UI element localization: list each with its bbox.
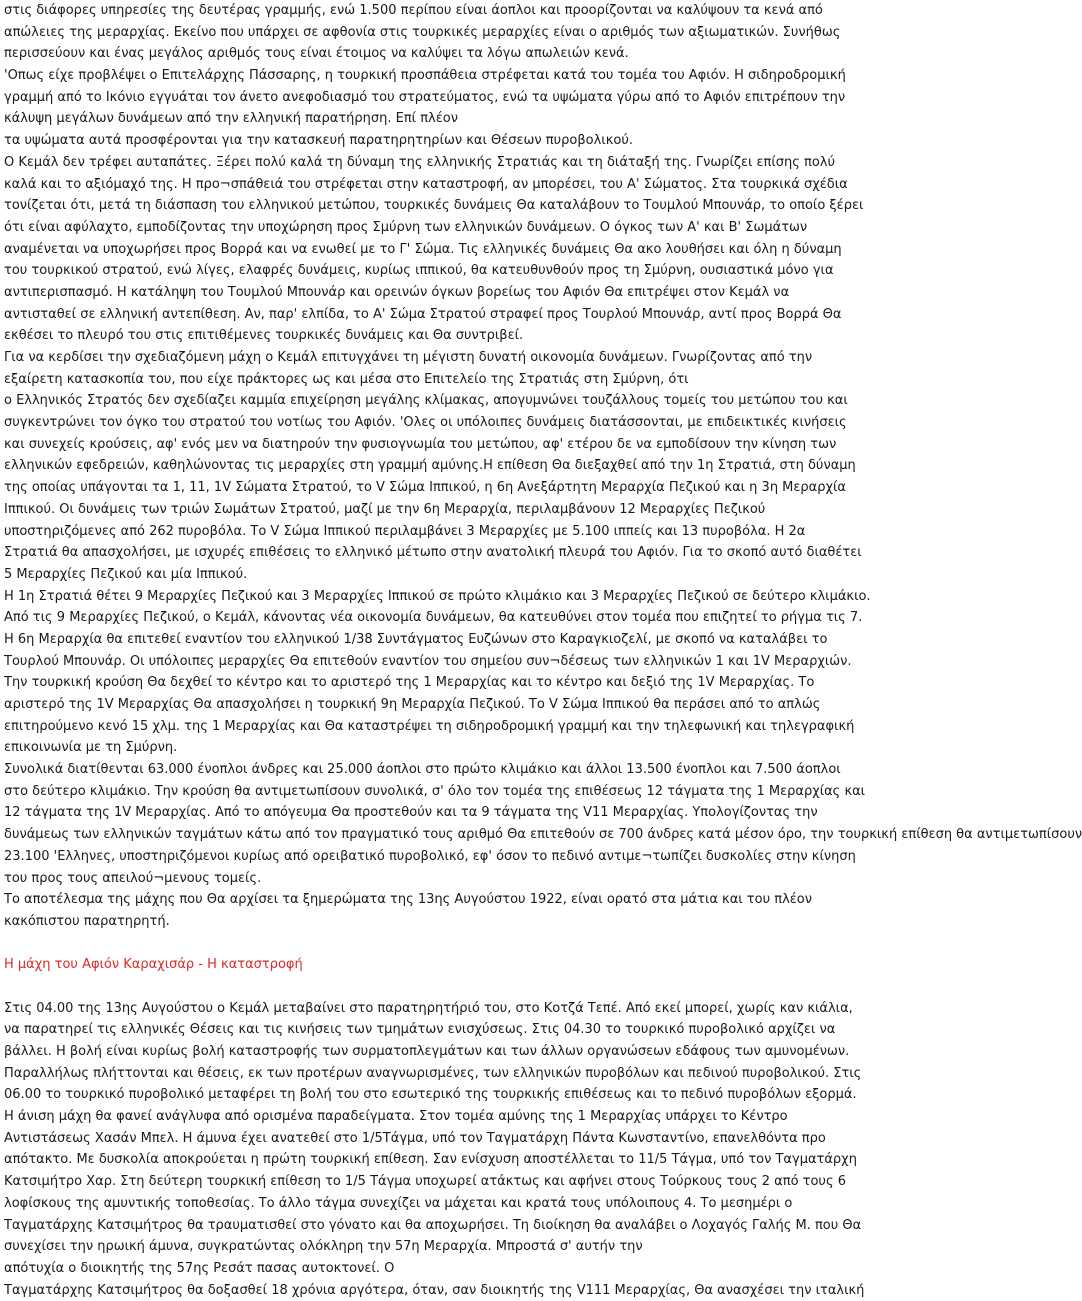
text-line: απώλειες της μεραρχίας. Εκείνο που υπάρχει σε αφθονία στις τουρκικές μεραρχίες είναι ο αριθμός των αξιωματικών. Συνήθως [4,24,841,40]
text-line: της οποίας υπάγονται τα 1, 11, 1V Σώματα Στρατού, το V Σώμα Ιππικού, η 6η Ανεξάρτητη Μεραρχία Πεζικού και η 3η Μεραρχία [4,480,846,496]
text-line: συνεχίσει την ηρωική άμυνα, συγκρατώντας ολόκληρη την 57η Μεραρχία. Μπροστά σ' αυτήν την [4,1239,643,1255]
text-line: Κατσιμήτρο Χαρ. Στη δεύτερη τουρκική επίθεση το 1/5 Τάγμα υποχωρεί ατάκτως και αφήνει στους Τούρκους τους 2 από τους 6 [4,1174,846,1190]
text-line: του προς τους απειλού¬μενους τομείς. [4,870,262,886]
text-line: επικοινωνία με τη Σμύρνη. [4,740,178,756]
text-line: να παρατηρεί τις ελληνικές Θέσεις και τις κινήσεις των τμημάτων ενισχύσεως. Στις 04.30 το τουρκικό πυροβολικό αρχίζει να [4,1022,836,1038]
text-line: ότι είναι αφύλαχτο, εμποδίζοντας την υποχώρηση προς Σμύρνη των ελληνικών δυνάμεων. Ο όγκος των Α' και Β' Σωμάτων [4,219,808,235]
text-line: τονίζεται ότι, μετά τη διάσπαση του ελληνικού μετώπου, τουρκικές δυνάμεις Θα καταλάβουν το Τουμλού Μπουνάρ, το οποίο ξέρει [4,198,864,214]
text-line: λοφίσκους της αμυντικής τοποθεσίας. Το άλλο τάγμα συνεχίζει να μάχεται και κρατά τους υπόλοιπους 4. Το μεσημέρι ο [4,1195,793,1211]
text-line: Η 6η Μεραρχία θα επιτεθεί εναντίον του ελληνικού 1/38 Συντάγματος Ευζώνων στο Καραγκιοζελί, με σκοπό να καταλάβει το [4,631,828,647]
text-line: επιτηρούμενο κενό 15 χλμ. της 1 Μεραρχίας και Θα καταστρέψει τη σιδηροδρομική γραμμή και την τηλεφωνική και τηλεγραφική [4,718,855,734]
text-line: ελληνικών εφεδρειών, καθηλώνοντας τις μεραρχίες στη γραμμή αμύνης.Η επίθεση Θα διεξαχθεί από την 1η Στρατιά, στη δύναμη [4,458,856,474]
text-line: εκθέσει το πλευρό του στις επιτιθέμενες τουρκικές δυνάμεις και Θα συντριβεί. [4,328,524,344]
text-line: στις διάφορες υπηρεσίες της δευτέρας γραμμής, ενώ 1.500 περίπου είναι άοπλοι και προορίζονται να καλύψουν τα κενά από [4,3,823,18]
text-line: βάλλει. Η βολή είναι κυρίως βολή καταστροφής των συρματοπλεγμάτων και των άλλων οργανώσεων εδάφους των αμυνομένων. [4,1044,850,1059]
text-line: Ιππικού. Οι δυνάμεις των τριών Σωμάτων Στρατού, μαζί με την 6η Μεραρχία, περιλαμβάνουν 12 Μεραρχίες Πεζικού [4,501,766,517]
text-line: απότυχία ο διοικητής της 57ης Ρεσάτ πασας αυτοκτονεί. Ο [4,1260,395,1276]
body-text-bottom [4,998,956,1301]
text-line: Την τουρκική κρούση Θα δεχθεί το κέντρο και το αριστερό της 1 Μεραρχίας και το κέντρο και δεξιό της 1V Μεραρχίας. Το [4,675,815,691]
text-line: Για να κερδίσει την σχεδιαζόμενη μάχη ο Κεμάλ επιτυγχάνει τη μέγιστη δυνατή οικονομία δυνάμεων. Γνωρίζοντας από την [4,350,813,365]
text-line: Στις 04.00 της 13ης Αυγούστου ο Κεμάλ μεταβαίνει στο παρατηρητήριό του, στο Κοτζά Τεπέ. Από εκεί μπορεί, χωρίς καν κιάλια, [4,1000,853,1016]
text-line: αντισταθεί σε ελληνική αντεπίθεση. Αν, παρ' ελπίδα, το Α' Σώμα Στρατού στραφεί προς Τουρλού Μπουνάρ, αντί προς Βορρά Θα [4,306,842,322]
text-line: στο δεύτερο κλιμάκιο. Την κρούση θα αντιμετωπίσουν συνολικά, σ' όλο τον τομέα της επιθέσεως 12 τάγματα της 1 Μεραρχίας και [4,783,866,799]
text-line: Παραλλήλως πλήττονται και θέσεις, εκ των προτέρων αναγνωρισμένες, των ελληνικών πυροβόλων και πεδινού πυροβολικού. Στις [4,1065,862,1081]
text-line: Τουρλού Μπουνάρ. Οι υπόλοιπες μεραρχίες Θα επιτεθούν εναντίον του σημείου συν¬δέσεως των ελληνικών 1 και 1V Μεραρχιών. [4,653,852,669]
spacer [4,933,956,955]
text-line: περισσεύουν και ένας μεγάλος αριθμός τους είναι έτοιμος να καλύψει τα λόγω απωλειών κενά. [4,46,629,62]
text-line: Ταγματάρχης Κατσιμήτρος θα δοξασθεί 18 χρόνια αργότερα, όταν, σαν διοικητής της V111 Μεραρχίας, Θα ανασχέσει την ιταλική [4,1282,865,1298]
section-heading: Η μάχη του Αφιόν Καραχισάρ - Η καταστροφή [4,957,303,973]
text-line: καλά και το αξιόμαχό της. Η προ¬σπάθειά του στρέφεται στην καταστροφή, αν μπορέσει, του Α' Σώματος. Στα τουρκικά σχέδια [4,176,848,192]
text-line: 5 Μεραρχίες Πεζικού και μία Ιππικού. [4,566,248,582]
text-line: αριστερό της 1V Μεραρχίας Θα απασχολήσει η τουρκική 9η Μεραρχία Πεζικού. Το V Σώμα Ιππικού θα περάσει από το απλώς [4,697,821,712]
text-line: κάλυψη μεγάλων δυνάμεων από την ελληνική παρατήρηση. Επί πλέον [4,111,458,127]
text-line: του τουρκικού στρατού, ενώ λίγες, ελαφρές δυνάμεις, κυρίως ιππικού, θα κατευθυνθούν προς τη Σμύρνη, ουσιαστικά μόνο για [4,263,834,279]
text-line: τα υψώματα αυτά προσφέρονται για την κατασκευή παρατηρητηρίων και Θέσεων πυροβολικού. [4,133,633,149]
text-line: αντιπερισπασμό. Η κατάληψη του Τουμλού Μπουνάρ και ορεινών όγκων βορείως του Αφιόν Θα επιτρέψει στον Κεμάλ να [4,284,790,300]
text-line: απότακτο. Με δυσκολία αποκρούεται η πρώτη τουρκική επίθεση. Σαν ενίσχυση αποστέλλεται το 11/5 Τάγμα, υπό τον Ταγματάρχη [4,1152,857,1168]
text-line: 12 τάγματα της 1V Μεραρχίας. Από το απόγευμα Θα προστεθούν και τα 9 τάγματα της V11 Μεραρχίας. Υπολογίζοντας την [4,805,818,821]
body-text-top [4,0,1082,933]
text-line: Ο Κεμάλ δεν τρέφει αυταπάτες. Ξέρει πολύ καλά τη δύναμη της ελληνικής Στρατιάς και τη διάταξή της. Γνωρίζει επίσης πολύ [4,154,836,170]
text-line: υποστηριζόμενες από 262 πυροβόλα. Το V Σώμα Ιππικού περιλαμβάνει 3 Μεραρχίες με 5.100 ιππείς και 13 πυροβόλα. Η 2α [4,523,806,539]
text-line: και συνεχείς κρούσεις, αφ' ενός μεν να διατηρούν την φυσιογνωμία του μετώπου, αφ' ετέρου δε να εμποδίσουν την κίνηση των [4,436,837,452]
text-line: 06.00 το τουρκικό πυροβολικό μεταφέρει τη βολή του στο εσωτερικό της τουρκικής επιθέσεως και το πεδινό πυροβόλων εξορμά. [4,1087,857,1103]
text-line: ο Ελληνικός Στρατός δεν σχεδίαζει καμμία επιχείρηση μεγάλης κλίμακας, απογυμνώνει τουζάλλους τομείς του μετώπου του και [4,393,848,409]
text-line: Στρατιά θα απασχολήσει, με ισχυρές επιθέσεις το ελληνικό μέτωπο στην ανατολική πλευρά του Αφιόν. Για το σκοπό αυτό διαθέτει [4,545,862,561]
text-line: Αντιστάσεως Χασάν Μπελ. Η άμυνα έχει ανατεθεί στο 1/5Τάγμα, υπό τον Ταγματάρχη Πάντα Κωνσταντίνο, επανελθόντα προ [4,1130,826,1146]
text-line: κακόπιστου παρατηρητή. [4,913,170,929]
text-line: αναμένεται να υποχωρήσει προς Βορρά και να ενωθεί με το Γ' Σώμα. Τις ελληνικές δυνάμεις Θα ακο λουθήσει και όλη η δύναμη [4,241,842,257]
text-line: Ταγματάρχης Κατσιμήτρος θα τραυματισθεί στο γόνατο και θα αποχωρήσει. Τη διοίκηση θα αναλάβει ο Λοχαγός Γαλής Μ. που Θα [4,1217,862,1233]
text-line: Η άνιση μάχη θα φανεί ανάγλυφα από ορισμένα παραδείγματα. Στον τομέα αμύνης της 1 Μεραρχίας υπάρχει το Κέντρο [4,1109,788,1125]
text-line: 23.100 'Ελληνες, υποστηριζόμενοι κυρίως από ορειβατικό πυροβολικό, εφ' όσον το πεδινό αντιμε¬τωπίζει δυσκολίες στην κίνηση [4,848,856,864]
text-line: Η 1η Στρατιά θέτει 9 Μεραρχίες Πεζικού και 3 Μεραρχίες Ιππικού σε πρώτο κλιμάκιο και 3 Μεραρχίες Πεζικού σε δεύτερο κλιμάκιο. [4,588,871,604]
spacer [4,976,956,998]
text-line: 'Οπως είχε προβλέψει ο Επιτελάρχης Πάσσαρης, η τουρκική προσπάθεια στρέφεται κατά του τομέα του Αφιόν. Η σιδηροδρομική [4,68,846,84]
text-line: συγκεντρώνει τον όγκο του στρατού του νοτίως του Αφιόν. 'Ολες οι υπόλοιπες δυνάμεις διατάσσονται, με επιδεικτικές κινήσεις [4,415,847,431]
text-line: Συνολικά διατίθενται 63.000 ένοπλοι άνδρες και 25.000 άοπλοι στο πρώτο κλιμάκιο και άλλοι 13.500 ένοπλοι και 7.500 άοπλοι [4,762,841,778]
text-line: γραμμή από το Ικόνιο εγγυάται τον άνετο ανεφοδιασμό του στρατεύματος, ενώ τα υψώματα γύρω από το Αφιόν επιτρέπουν την [4,89,846,105]
text-line: Το αποτέλεσμα της μάχης που Θα αρχίσει τα ξημερώματα της 13ης Αυγούστου 1922, είναι ορατό στα μάτια και του πλέον [4,892,813,908]
text-line: εξαίρετη κατασκοπία του, που είχε πράκτορες ως και μέσα στο Επιτελείο της Στρατιάς στη Σμύρνη, ότι [4,371,689,387]
text-line: Από τις 9 Μεραρχίες Πεζικού, ο Κεμάλ, κάνοντας νέα οικονομία δυνάμεων, θα κατευθύνει στον τομέα που επιζητεί το ρήγμα τις 7. [4,610,863,626]
text-line: δυνάμεως των ελληνικών ταγμάτων κάτω από τον πραγματικό τους αριθμό Θα επιτεθούν σε 700 άνδρες κατά μέσον όρο, την τουρκική επίθεση θα αντιμετωπίσουν [4,827,1082,843]
